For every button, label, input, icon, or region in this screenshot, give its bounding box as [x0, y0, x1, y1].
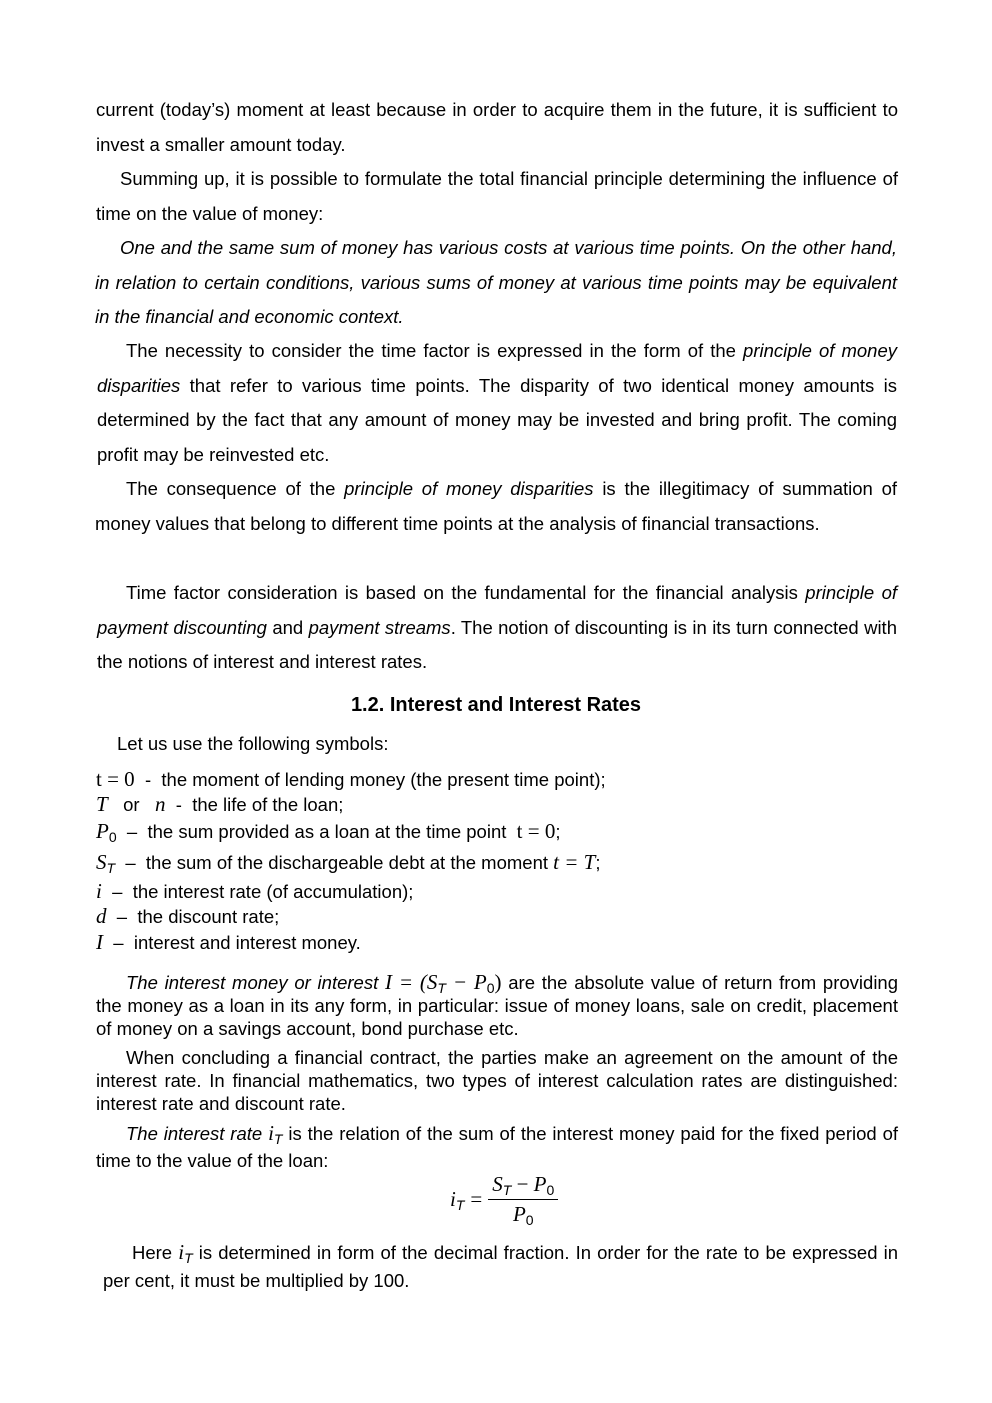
- subscript: 0: [546, 1182, 555, 1198]
- subscript: 0: [108, 829, 117, 845]
- symbol: T: [96, 792, 108, 816]
- symbol-item: [96, 850, 600, 875]
- paragraph-interest-rate: [96, 1120, 898, 1174]
- symbol-desc: - the life of the loan;: [165, 794, 344, 815]
- emphasis: The interest rate: [126, 1123, 269, 1144]
- symbol-desc: – the sum of the dischargeable debt at the moment: [115, 852, 554, 873]
- paragraph-time-factor: [97, 576, 897, 680]
- symbol: n: [154, 792, 166, 816]
- denominator: [513, 1200, 534, 1227]
- symbol: P: [96, 819, 109, 843]
- paragraph-continuation: current (today’s) moment at least because in order to acquire them in the future, it is sufficient to invest a smaller amount today.: [96, 99, 898, 155]
- text: and: [266, 616, 309, 638]
- text: ;: [555, 821, 561, 842]
- emphasis: principle of money disparities: [97, 340, 897, 396]
- symbol: I: [96, 930, 103, 954]
- text: is the relation of the sum of the interest money paid for the fixed period of time to the value of the loan:: [96, 1123, 898, 1171]
- subscript: T: [502, 1182, 512, 1198]
- paragraph-summary: Summing up, it is possible to formulate the total financial principle determining the influence of time on the value of money:: [96, 168, 898, 224]
- text: is the illegitimacy of summation of money values that belong to different time points at the analysis of financial transactions.: [95, 478, 898, 534]
- paragraph-interest-money: [96, 971, 898, 1040]
- text: that refer to various time points. The disparity of two identical money amounts is determined by the fact that any amount of money may be invested and bring profit. The coming profit may be reinvested etc.: [97, 374, 897, 465]
- emphasis: The interest money or interest: [126, 972, 385, 993]
- math: i: [178, 1240, 185, 1264]
- subscript: T: [273, 1131, 283, 1147]
- symbol-desc: – the interest rate (of accumulation);: [101, 881, 414, 902]
- symbol-desc: - the moment of lending money (the present time point);: [134, 769, 606, 790]
- math: i: [450, 1187, 456, 1211]
- math: P: [533, 1172, 547, 1196]
- symbol-item: [96, 819, 561, 844]
- section-heading: 1.2. Interest and Interest Rates: [350, 694, 642, 716]
- symbol-item: [96, 792, 343, 817]
- text: The necessity to consider the time factor is expressed in the form of the: [126, 340, 744, 361]
- paragraph-contract: When concluding a financial contract, the parties make an agreement on the amount of the interest rate. In financial mathematics, two types of interest calculation rates are distinguished: interest rate and discount rate.: [96, 1047, 898, 1114]
- math: I = (S: [384, 970, 438, 994]
- math: t = 0: [516, 819, 556, 843]
- symbol-desc: – the sum provided as a loan at the time point: [116, 821, 517, 842]
- principle-statement: One and the same sum of money has various costs at various time points. On the other hand, in relation to certain conditions, various sums of money at various time points may be equivalent in the financial and economic context.: [95, 237, 897, 327]
- fraction: [488, 1172, 558, 1227]
- equals: =: [470, 1187, 483, 1211]
- symbol: S: [96, 850, 107, 874]
- math: −: [511, 1172, 534, 1196]
- paragraph-consequence: [95, 472, 897, 541]
- symbol-item: [96, 879, 413, 904]
- text: The consequence of the: [126, 478, 345, 499]
- symbol: t = 0: [96, 767, 135, 791]
- math: P: [512, 1202, 526, 1226]
- math: S: [492, 1172, 503, 1196]
- numerator: [488, 1172, 558, 1200]
- math: t = T: [553, 850, 596, 874]
- text: ;: [595, 852, 601, 873]
- emphasis: payment streams: [308, 616, 451, 638]
- symbol: d: [96, 904, 107, 928]
- paragraph-decimal: [103, 1238, 898, 1295]
- text: Here: [132, 1242, 179, 1263]
- symbol: i: [96, 879, 102, 903]
- text: are the absolute value of return from providing the money as a loan in its any form, in particular: issue of money loans, sale on credit, placement of money on a savings account, bond purchase etc.: [96, 972, 899, 1039]
- math: ): [494, 970, 502, 994]
- interest-rate-formula: [450, 1172, 558, 1227]
- symbol-item: [96, 930, 361, 955]
- symbol-item: [96, 904, 279, 929]
- subscript: T: [106, 860, 116, 876]
- subscript: 0: [525, 1212, 534, 1228]
- paragraph-disparities: [97, 334, 897, 472]
- math: − P: [445, 970, 487, 994]
- emphasis: principle of payment discounting: [97, 582, 897, 638]
- emphasis: principle of money disparities: [344, 478, 594, 499]
- symbol-item: [96, 767, 606, 792]
- subscript: T: [184, 1250, 193, 1266]
- text: is determined in form of the decimal fraction. In order for the rate to be expressed in per cent, it must be multiplied by 100.: [103, 1242, 898, 1291]
- symbol-desc: – interest and interest money.: [103, 932, 361, 953]
- subscript: T: [455, 1197, 465, 1213]
- subscript: T: [437, 980, 446, 996]
- text: Time factor consideration is based on the fundamental for the financial analysis: [126, 582, 806, 603]
- symbol-desc: – the discount rate;: [106, 906, 280, 927]
- math: i: [268, 1121, 274, 1145]
- text: or: [107, 794, 155, 815]
- text: . The notion of discounting is in its turn connected with the notions of interest and interest rates.: [97, 616, 897, 672]
- subscript: 0: [486, 980, 495, 996]
- symbols-intro: Let us use the following symbols:: [117, 733, 389, 754]
